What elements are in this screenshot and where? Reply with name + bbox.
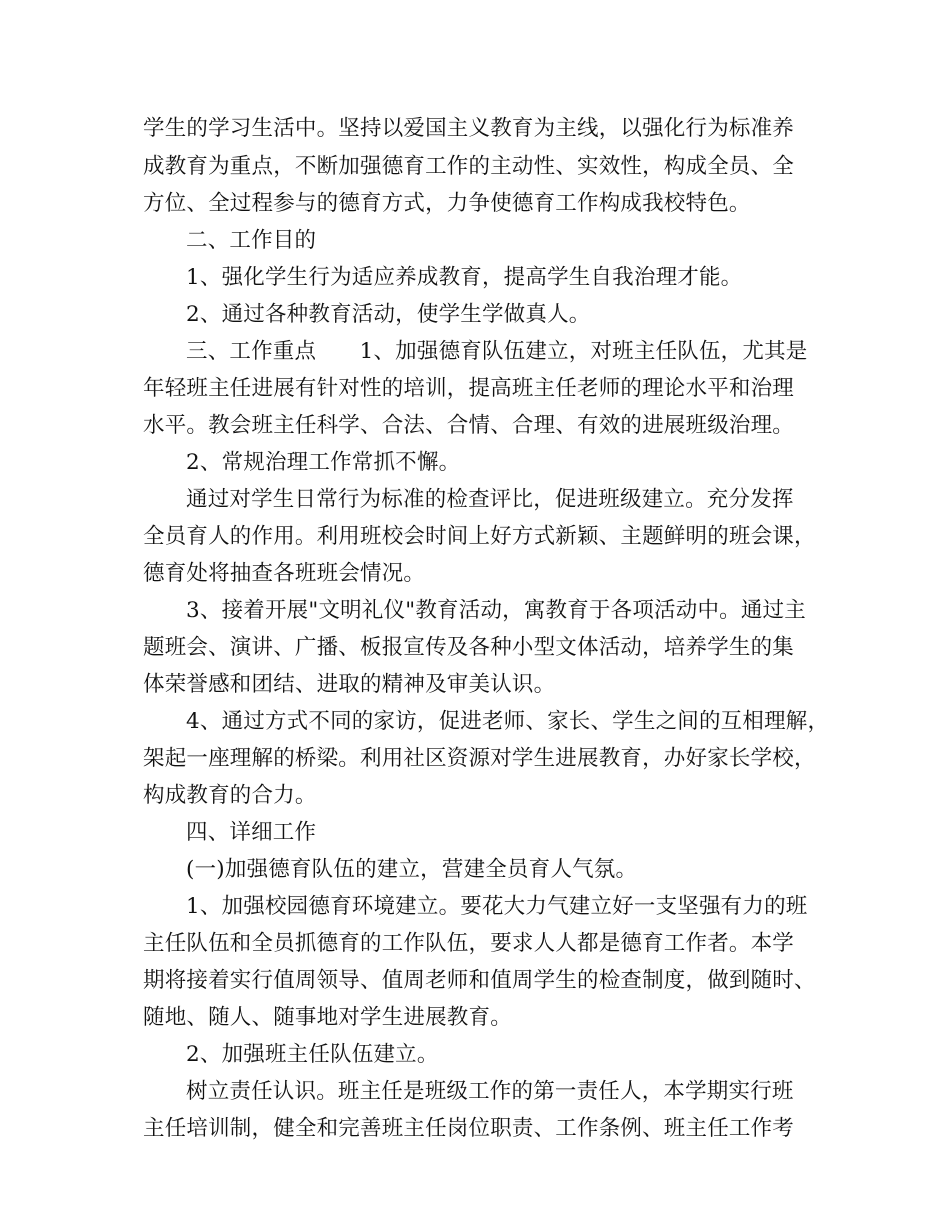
body-text-line: 随地、随人、随事地对学生进展教育。 (143, 1005, 512, 1030)
body-text-line: 构成教育的合力。 (143, 783, 317, 808)
body-text-line: 架起一座理解的桥梁。利用社区资源对学生进展教育，办好家长学校， (143, 746, 816, 771)
body-text-line: 树立责任认识。班主任是班级工作的第一责任人，本学期实行班 (186, 1079, 794, 1104)
body-text-line: 全员育人的作用。利用班校会时间上好方式新颖、主题鲜明的班会课， (143, 524, 816, 549)
body-text-line: 德育处将抽查各班班会情况。 (143, 561, 426, 586)
body-text-line: 主任队伍和全员抓德育的工作队伍，要求人人都是德育工作者。本学 (143, 931, 795, 956)
body-text-line: 通过对学生日常行为标准的检查评比，促进班级建立。充分发挥 (186, 487, 794, 512)
body-text-line: 3、接着开展"文明礼仪"教育活动，寓教育于各项活动中。通过主 (186, 598, 806, 623)
section-heading: 二、工作目的 (186, 228, 317, 253)
body-text-line: 方位、全过程参与的德育方式，力争使德育工作构成我校特色。 (143, 191, 751, 216)
body-text-line: 主任培训制，健全和完善班主任岗位职责、工作条例、班主任工作考 (143, 1116, 795, 1141)
body-text-line: 4、通过方式不同的家访，促进老师、家长、学生之间的互相理解， (186, 709, 830, 734)
body-text-line: 2、常规治理工作常抓不懈。 (186, 450, 461, 475)
body-text-line: 成教育为重点，不断加强德育工作的主动性、实效性，构成全员、全 (143, 154, 795, 179)
body-text-line: 体荣誉感和团结、进取的精神及审美认识。 (143, 672, 556, 697)
body-text-line: 水平。教会班主任科学、合法、合情、合理、有效的进展班级治理。 (143, 413, 795, 438)
body-text-line: 2、通过各种教育活动，使学生学做真人。 (186, 302, 591, 327)
body-text-line: 1、强化学生行为适应养成教育，提高学生自我治理才能。 (186, 265, 743, 290)
section-heading: 三、工作重点 1、加强德育队伍建立，对班主任队伍，尤其是 (186, 339, 808, 364)
body-text-line: 1、加强校园德育环境建立。要花大力气建立好一支坚强有力的班 (186, 894, 808, 919)
body-text-line: 学生的学习生活中。坚持以爱国主义教育为主线，以强化行为标准养 (143, 116, 795, 141)
body-text-line: 期将接着实行值周领导、值周老师和值周学生的检查制度，做到随时、 (143, 968, 816, 993)
subsection-heading: (一)加强德育队伍的建立，营建全员育人气氛。 (186, 857, 638, 882)
section-heading: 四、详细工作 (186, 820, 317, 845)
body-text-line: 2、加强班主任队伍建立。 (186, 1042, 439, 1067)
body-text-line: 题班会、演讲、广播、板报宣传及各种小型文体活动，培养学生的集 (143, 635, 795, 660)
body-text-line: 年轻班主任进展有针对性的培训，提高班主任老师的理论水平和治理 (143, 376, 795, 401)
